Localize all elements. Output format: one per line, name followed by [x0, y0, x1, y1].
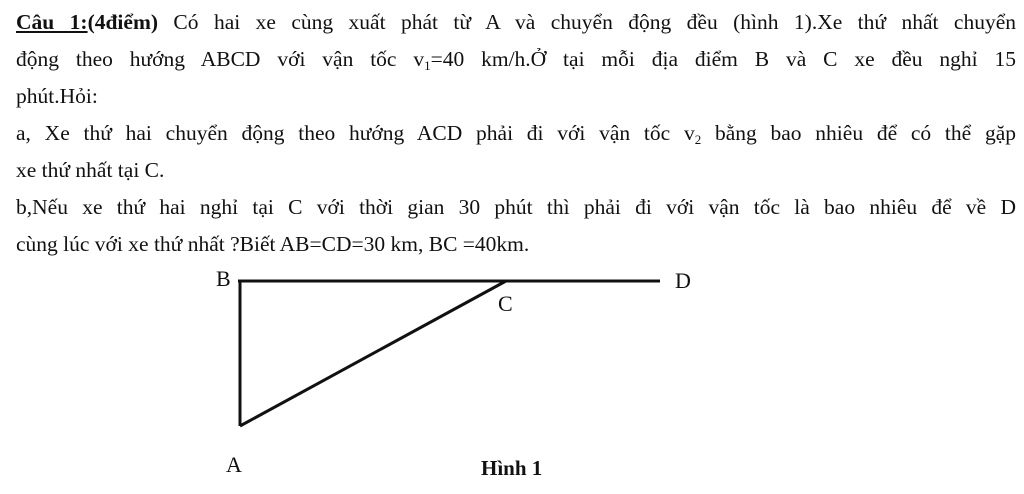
question-points: (4điểm) [87, 10, 159, 34]
problem-line-4-pre: a, Xe thứ hai chuyển động theo hướng ACD phải đi với vận tốc v [16, 121, 695, 145]
segment-ac [240, 281, 506, 426]
velocity-1-subscript: 1 [424, 58, 431, 73]
problem-line-7: cùng lúc với xe thứ nhất ?Biết AB=CD=30 km, BC =40km. [16, 232, 530, 256]
point-b-label: B [216, 266, 231, 291]
problem-line-2-post: =40 km/h.Ở tại mỗi địa điểm B và C xe đều nghỉ 15 [430, 47, 1016, 71]
problem-line-2-pre: động theo hướng ABCD với vận tốc v [16, 47, 425, 71]
problem-line-3: phút.Hỏi: [16, 84, 98, 108]
point-a-label: A [226, 452, 242, 477]
point-d-label: D [675, 268, 691, 293]
problem-line-1-text: Có hai xe cùng xuất phát từ A và chuyển động đều (hình 1).Xe thứ nhất chuyển [158, 10, 1016, 34]
problem-line-5: xe thứ nhất tại C. [16, 158, 165, 182]
point-c-label: C [498, 291, 513, 316]
problem-line-4-post: bằng bao nhiêu để có thể gặp [701, 121, 1016, 145]
figure-caption: Hình 1 [481, 456, 543, 480]
question-label: Câu 1: [16, 10, 88, 34]
velocity-2-subscript: 2 [694, 132, 702, 147]
problem-line-6: b,Nếu xe thứ hai nghỉ tại C với thời gian 30 phút thì phải đi với vận tốc là bao nhiêu để về D [16, 195, 1016, 219]
